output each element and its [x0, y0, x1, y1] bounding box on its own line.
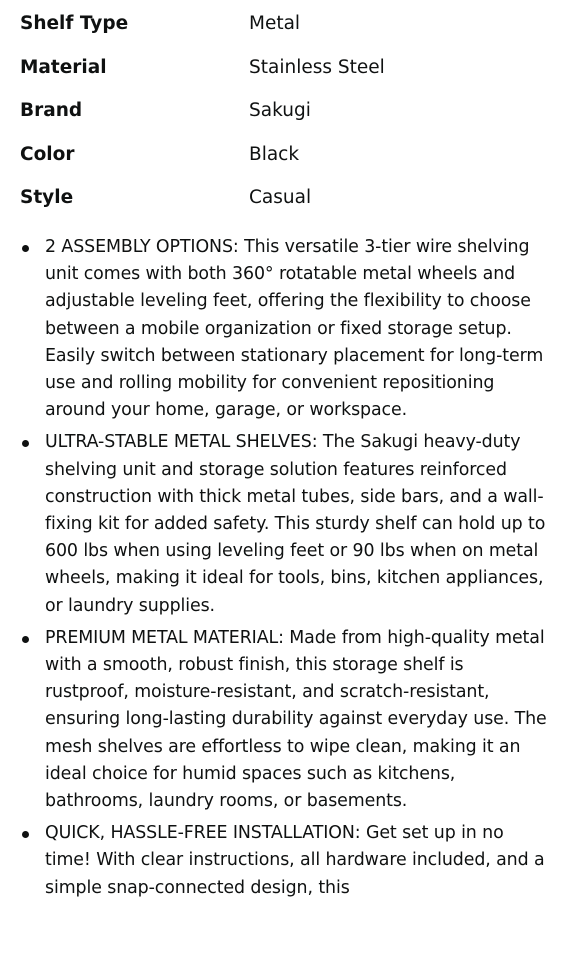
bullet-dot-icon	[22, 831, 29, 838]
bullet-dot-icon	[22, 440, 29, 447]
spec-value: Metal	[249, 13, 301, 34]
list-item	[22, 234, 552, 424]
list-item	[22, 429, 552, 619]
spec-row-material	[20, 53, 562, 97]
bullet-dot-icon	[22, 245, 29, 252]
spec-row-color	[20, 140, 562, 184]
spec-row-shelf-type	[20, 9, 562, 53]
bullet-dot-icon	[22, 636, 29, 643]
bullet-text: ULTRA-STABLE METAL SHELVES: The Sakugi heavy-duty shelving unit and storage solution features reinforced construction with thick metal tubes, side bars, and a wall-fixing kit for added safety. This sturdy shelf can hold up to 600 lbs when using leveling feet or 90 lbs when on metal wheels, making it ideal for tools, bins, kitchen appliances, or laundry supplies.	[45, 432, 546, 616]
spec-value: Sakugi	[249, 100, 311, 121]
spec-label: Brand	[20, 100, 83, 121]
spec-label: Style	[20, 187, 74, 208]
spec-row-brand	[20, 96, 562, 140]
spec-value: Stainless Steel	[249, 56, 385, 78]
spec-row-style	[20, 183, 562, 227]
spec-label: Color	[20, 143, 75, 165]
spec-label: Material	[20, 56, 107, 78]
spec-value: Casual	[249, 187, 312, 208]
bullet-text: QUICK, HASSLE-FREE INSTALLATION: Get set up in no time! With clear instructions, all hardware included, and a simple snap-connected design, this	[45, 823, 545, 898]
spec-value: Black	[249, 143, 300, 165]
list-item	[22, 625, 552, 815]
bullet-text: PREMIUM METAL MATERIAL: Made from high-quality metal with a smooth, robust finish, this storage shelf is rustproof, moisture-resistant, and scratch-resistant, ensuring long-lasting durability against everyday use. The mesh shelves are effortless to wipe clean, making it an ideal choice for humid spaces such as kitchens, bathrooms, laundry rooms, or basements.	[45, 627, 547, 812]
bullet-text: 2 ASSEMBLY OPTIONS: This versatile 3-tier wire shelving unit comes with both 360° rotatable metal wheels and adjustable leveling feet, offering the flexibility to choose between a mobile organization or fixed storage setup. Easily switch between stationary placement for long-term use and rolling mobility for convenient repositioning around your home, garage, or workspace.	[45, 237, 544, 421]
product-specs-table	[0, 0, 562, 227]
list-item	[22, 820, 552, 902]
spec-label: Shelf Type	[20, 13, 129, 34]
about-this-item-list	[0, 234, 552, 907]
